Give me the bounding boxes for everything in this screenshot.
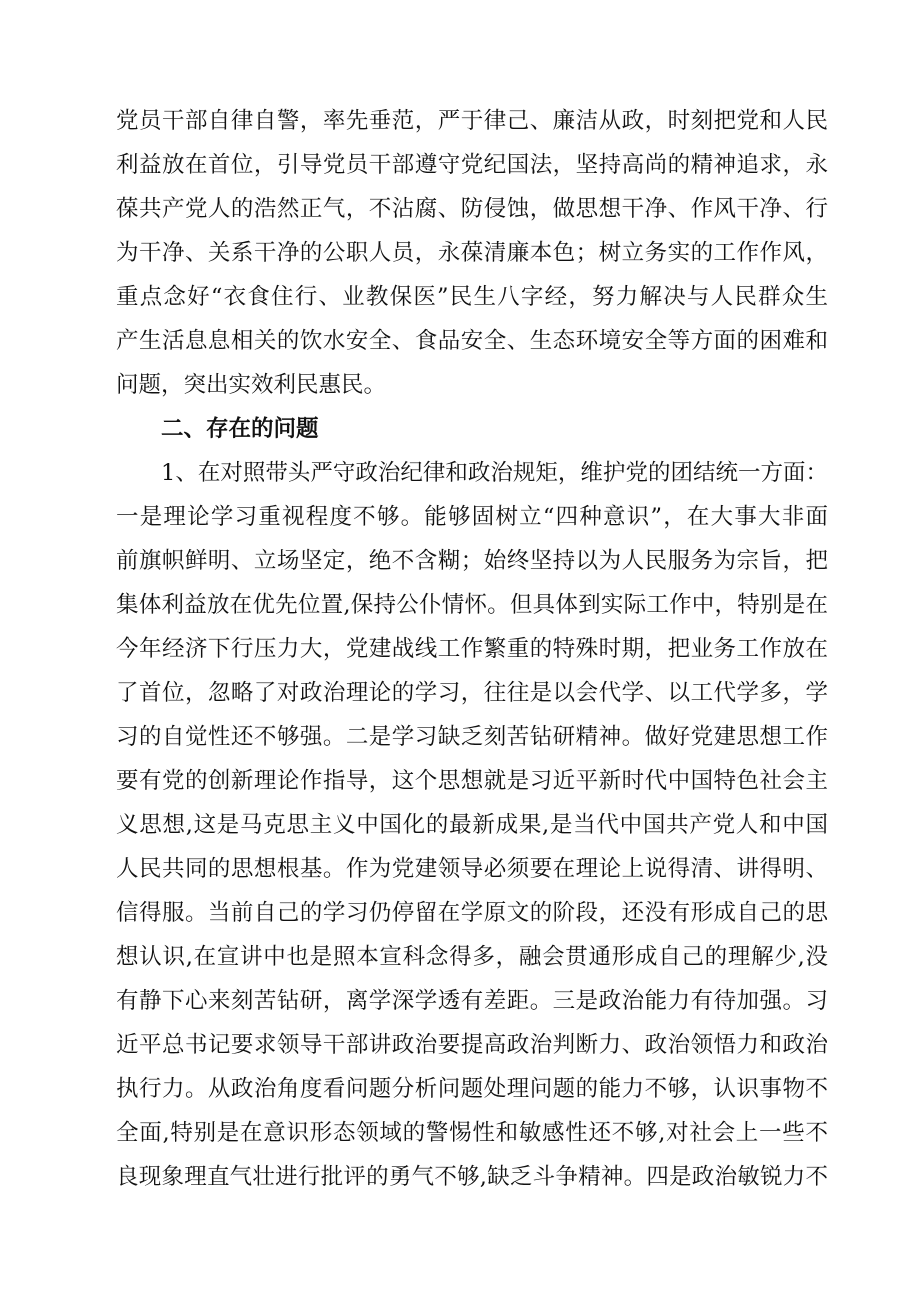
paragraph-2-line-9: 义思想,这是马克思主义中国化的最新成果,是当代中国共产党人和中国 xyxy=(116,812,828,838)
paragraph-2-line-4: 集体利益放在优先位置,保持公仆情怀。但具体到实际工作中，特别是在 xyxy=(116,592,828,618)
paragraph-2-line-11: 信得服。当前自己的学习仍停留在学原文的阶段，还没有形成自己的思 xyxy=(116,900,828,926)
paragraph-1-line-7: 问题，突出实效利民惠民。 xyxy=(116,372,387,398)
paragraph-1-line-4: 为干净、关系干净的公职人员，永葆清廉本色；树立务实的工作作风， xyxy=(116,240,828,266)
paragraph-2-line-5: 今年经济下行压力大，党建战线工作繁重的特殊时期，把业务工作放在 xyxy=(116,636,828,662)
document-body xyxy=(116,99,828,1199)
paragraph-2-line-14: 近平总书记要求领导干部讲政治要提高政治判断力、政治领悟力和政治 xyxy=(116,1032,828,1058)
paragraph-2-line-3: 前旗帜鲜明、立场坚定，绝不含糊；始终坚持以为人民服务为宗旨，把 xyxy=(116,548,828,574)
paragraph-2-line-15: 执行力。从政治角度看问题分析问题处理问题的能力不够，认识事物不 xyxy=(116,1076,828,1102)
paragraph-1-line-1: 党员干部自律自警，率先垂范，严于律己、廉洁从政，时刻把党和人民 xyxy=(116,108,828,134)
paragraph-2-line-7: 习的自觉性还不够强。二是学习缺乏刻苦钻研精神。做好党建思想工作 xyxy=(116,724,828,750)
paragraph-1-line-2: 利益放在首位，引导党员干部遵守党纪国法，坚持高尚的精神追求，永 xyxy=(116,152,828,178)
paragraph-2-line-16: 全面,特别是在意识形态领域的警惕性和敏感性还不够,对社会上一些不 xyxy=(116,1120,828,1146)
section-heading: 二、存在的问题 xyxy=(161,416,319,442)
paragraph-2-line-13: 有静下心来刻苦钻研，离学深学透有差距。三是政治能力有待加强。习 xyxy=(116,988,828,1014)
paragraph-2-line-12: 想认识,在宣讲中也是照本宣科念得多，融会贯通形成自己的理解少,没 xyxy=(116,944,828,970)
paragraph-2-line-6: 了首位，忽略了对政治理论的学习，往往是以会代学、以工代学多，学 xyxy=(116,680,828,706)
paragraph-1-line-5: 重点念好“衣食住行、业教保医”民生八字经，努力解决与人民群众生 xyxy=(116,284,828,310)
paragraph-1-line-6: 产生活息息相关的饮水安全、食品安全、生态环境安全等方面的困难和 xyxy=(116,328,828,354)
paragraph-2-line-10: 人民共同的思想根基。作为党建领导必须要在理论上说得清、讲得明、 xyxy=(116,856,828,882)
paragraph-2-line-2: 一是理论学习重视程度不够。能够固树立“四种意识”，在大事大非面 xyxy=(116,504,828,530)
paragraph-1-line-3: 葆共产党人的浩然正气，不沾腐、防侵蚀，做思想干净、作风干净、行 xyxy=(116,196,828,222)
paragraph-2-line-1: 1、在对照带头严守政治纪律和政治规矩，维护党的团结统一方面： xyxy=(161,460,828,486)
paragraph-2-line-17: 良现象理直气壮进行批评的勇气不够,缺乏斗争精神。四是政治敏锐力不 xyxy=(116,1164,828,1190)
paragraph-2-line-8: 要有党的创新理论作指导，这个思想就是习近平新时代中国特色社会主 xyxy=(116,768,828,794)
